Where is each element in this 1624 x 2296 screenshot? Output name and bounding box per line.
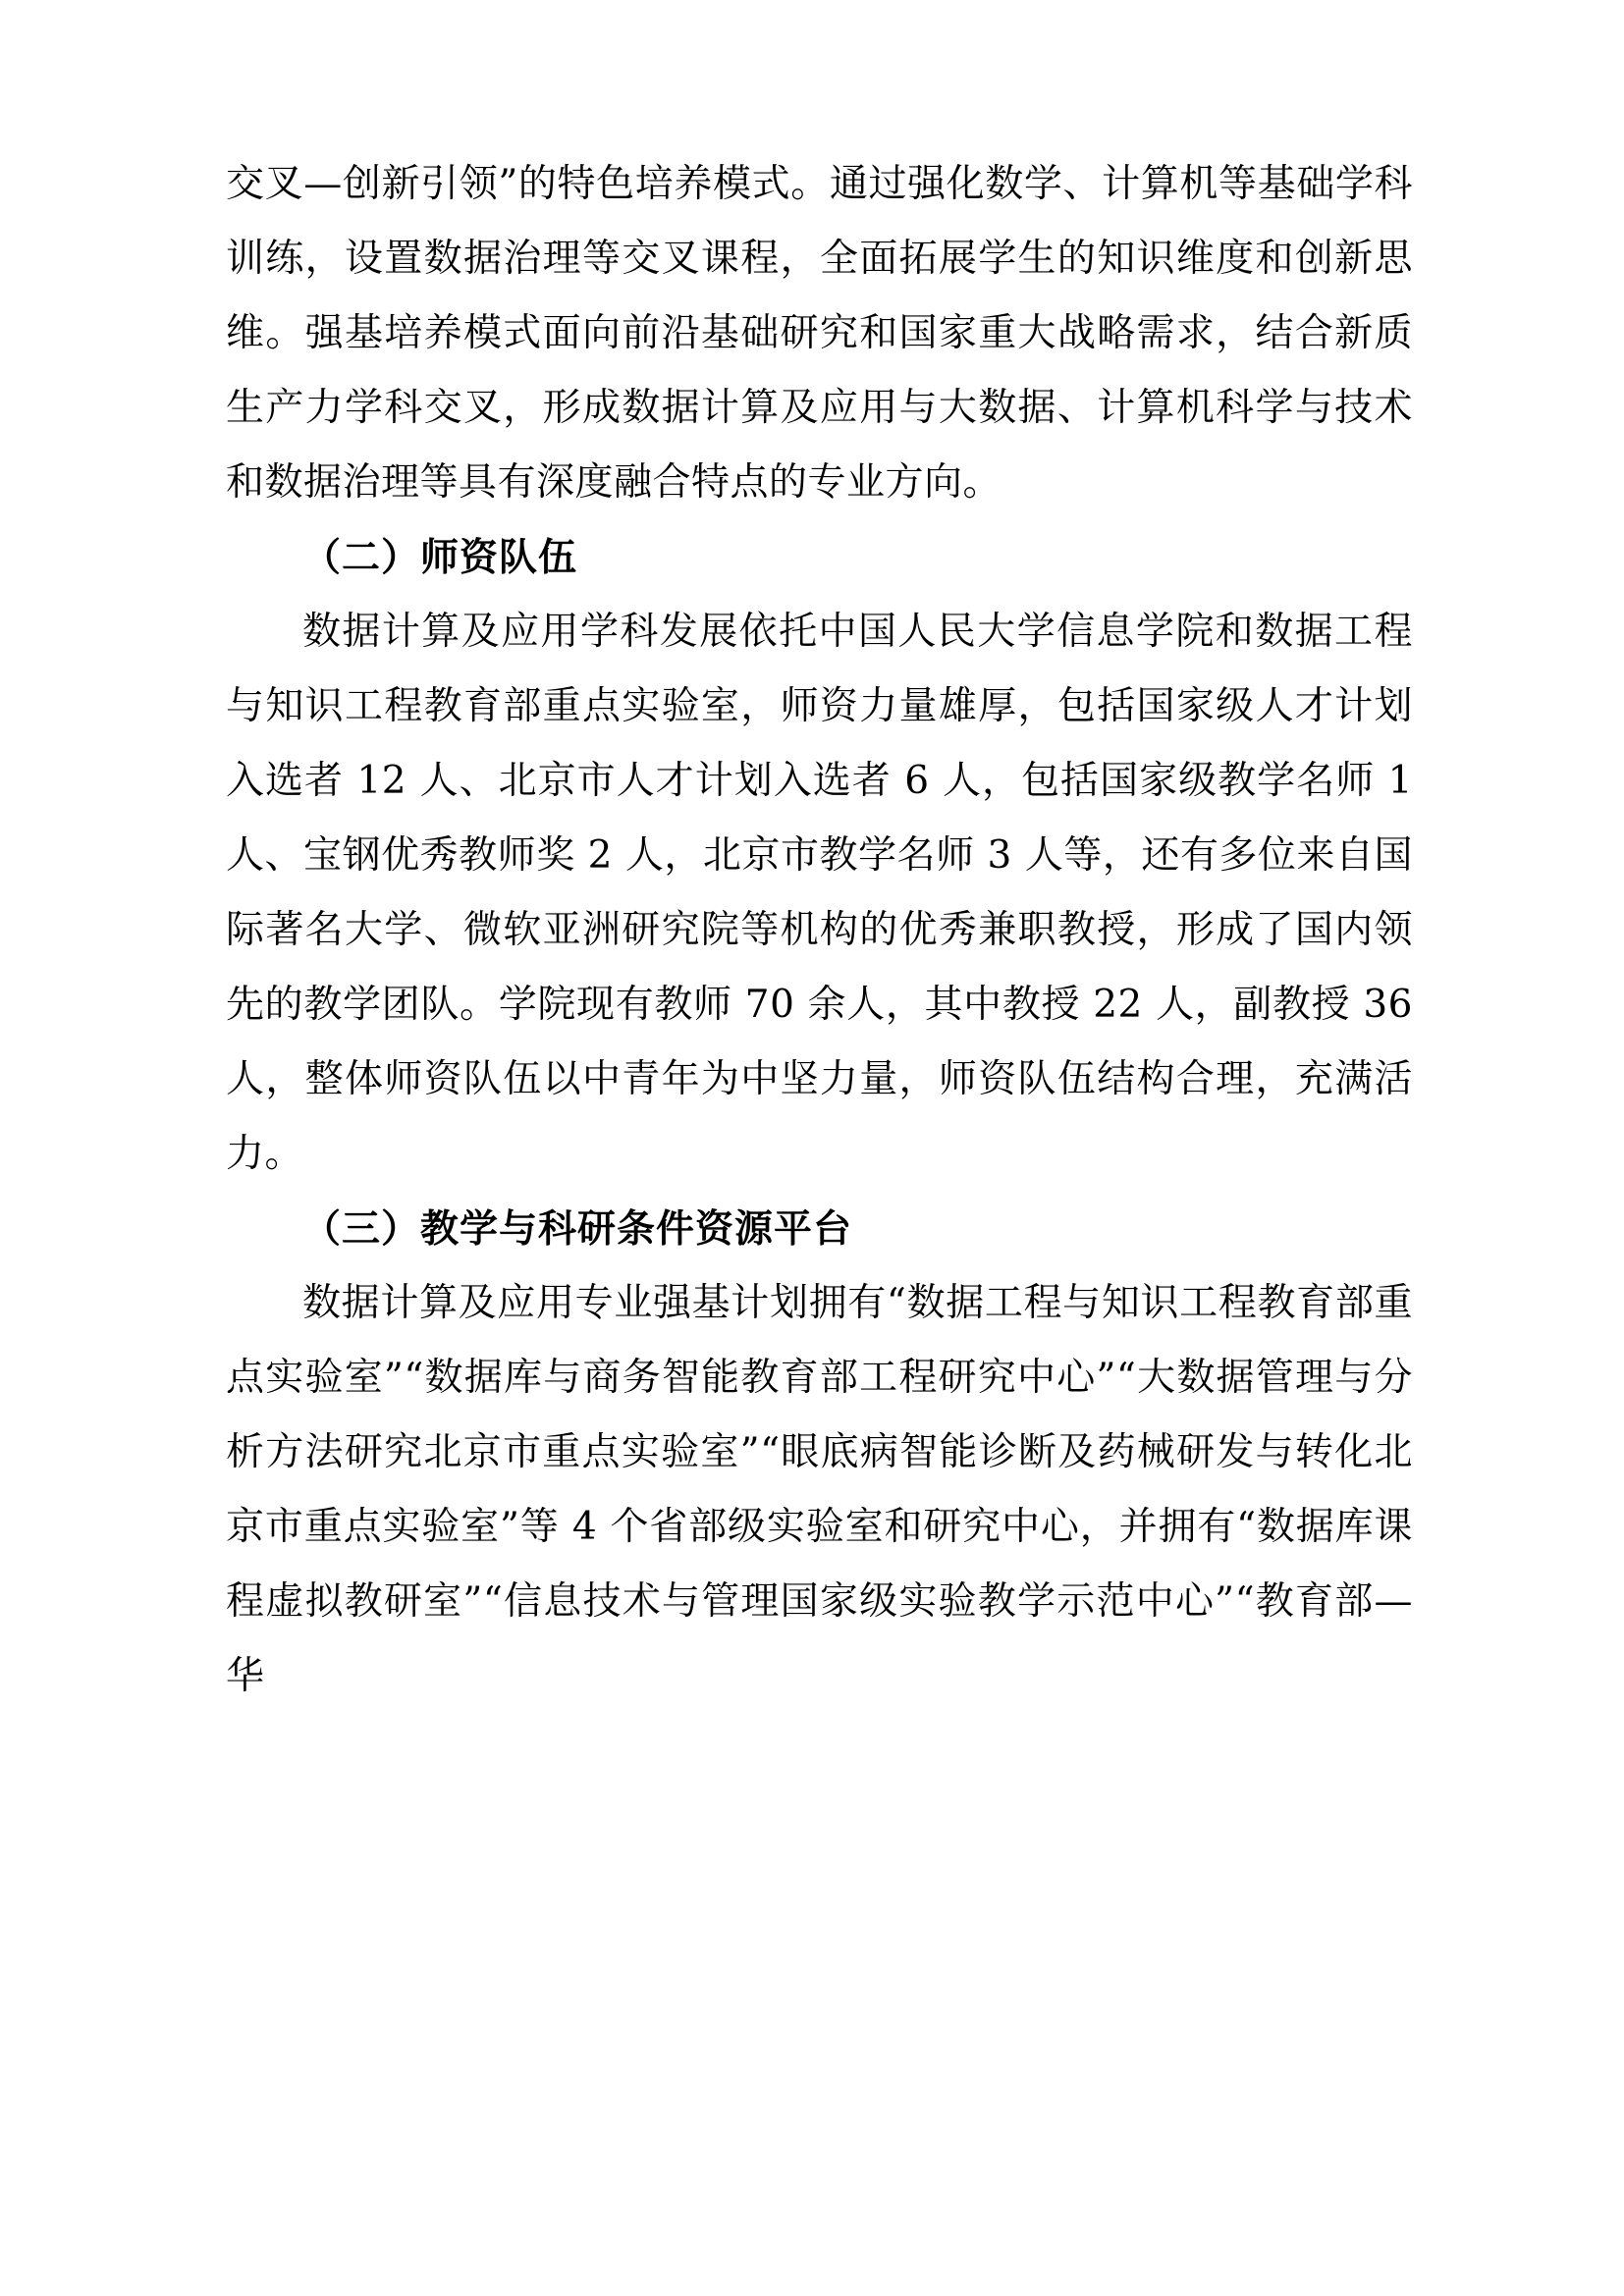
heading-platform: （三）教学与科研条件资源平台 [302,1206,853,1252]
paragraph-faculty: 数据计算及应用学科发展依托中国人民大学信息学院和数据工程与知识工程教育部重点实验室，师资力量雄厚，包括国家级人才计划入选者 12 人、北京市人才计划入选者 6 人，包括国家级教学名师 1 人、宝钢优秀教师奖 2 人，北京市教学名师 3 人等，还有多位来自国际著名大学、微软亚洲研究院等机构的优秀兼职教授，形成了国内领先的教学团队。学院现有教师 70 余人，其中教授 22 人，副教授 36 人，整体师资队伍以中青年为中坚力量，师资队伍结构合理，充满活力。 [226,610,1413,1176]
paragraph-platform: 数据计算及应用专业强基计划拥有“数据工程与知识工程教育部重点实验室”“数据库与商务智能教育部工程研究中心”“大数据管理与分析方法研究北京市重点实验室”“眼底病智能诊断及药械研发与转化北京市重点实验室”等 4 个省部级实验室和研究中心，并拥有“数据库课程虚拟教研室”“信息技术与管理国家级实验教学示范中心”“教育部—华 [226,1281,1413,1698]
paragraph-training-model: 交叉—创新引领”的特色培养模式。通过强化数学、计算机等基础学科训练，设置数据治理等交叉课程，全面拓展学生的知识维度和创新思维。强基培养模式面向前沿基础研究和国家重大战略需求，结合新质生产力学科交叉，形成数据计算及应用与大数据、计算机科学与技术和数据治理等具有深度融合特点的专业方向。 [226,162,1413,505]
document-body [226,147,1413,1714]
heading-faculty: （二）师资队伍 [302,535,578,580]
